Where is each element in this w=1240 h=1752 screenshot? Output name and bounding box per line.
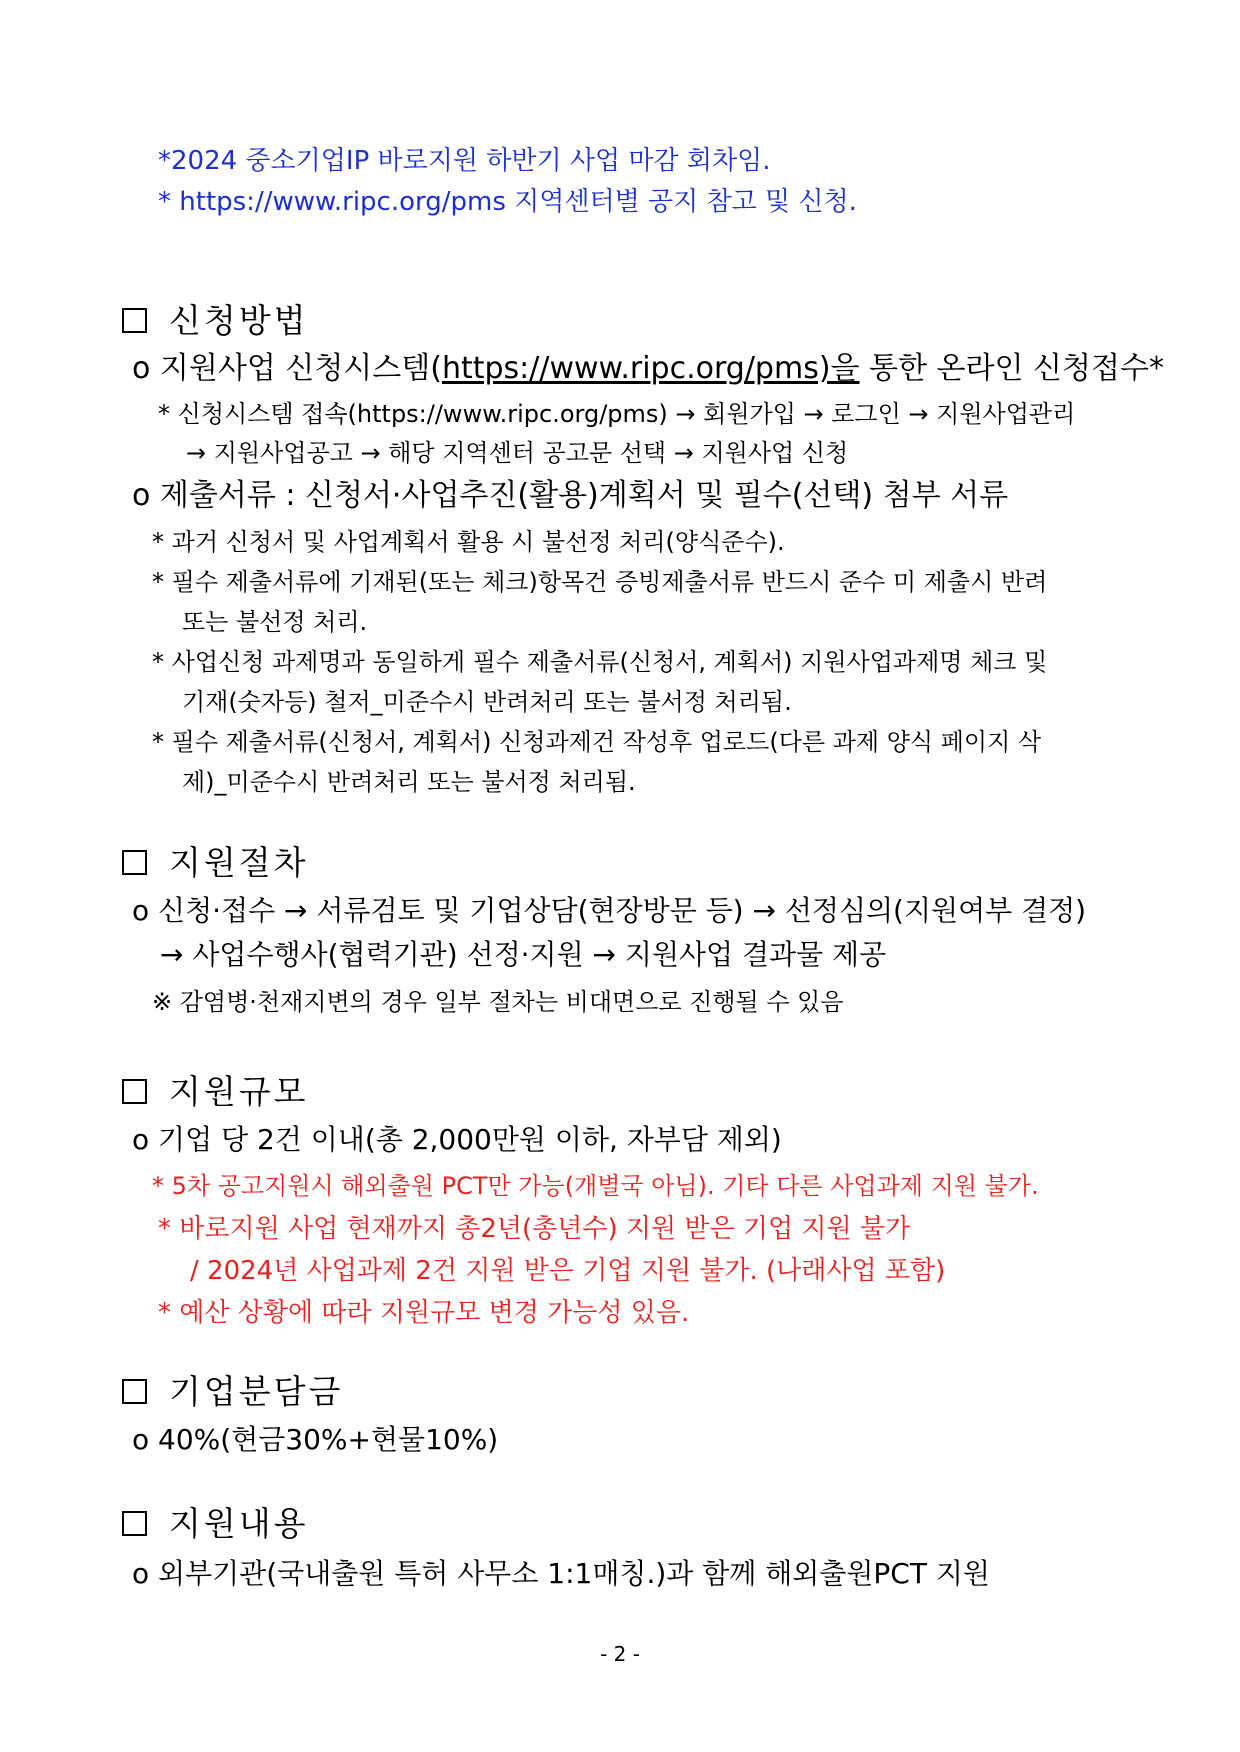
scale-note-3: * 예산 상황에 따라 지원규모 변경 가능성 있음. [158,1298,690,1328]
intro-line-1: *2024 중소기업IP 바로지원 하반기 사업 마감 회차임. [158,146,771,176]
section-title: 신청방법 [169,301,309,340]
scale-note-2-line-2: / 2024년 사업과제 2건 지원 받은 기업 지원 불가. (나래사업 포함) [190,1256,946,1286]
section-title: 지원내용 [169,1504,309,1543]
section-title: 지원규모 [169,1072,309,1111]
apply-bullet-2: o 제출서류 : 신청서·사업추진(활용)계획서 및 필수(선택) 첨부 서류 [132,478,1009,513]
section-heading-scale [122,1072,309,1111]
apply-note-4-line-1: * 사업신청 과제명과 동일하게 필수 제출서류(신청서, 계획서) 지원사업과제명 체크 및 [152,648,1048,676]
apply-note-1-line-1: * 신청시스템 접속(https://www.ripc.org/pms) → 회원가입 → 로그인 → 지원사업관리 [158,400,1076,428]
section-title: 지원절차 [169,843,309,882]
apply-note-5-line-2: 제)_미준수시 반려처리 또는 불서정 처리됨. [182,768,636,796]
scale-note-1: * 5차 공고지원시 해외출원 PCT만 가능(개별국 아님). 기타 다른 사업과제 지원 불가. [152,1172,1039,1200]
section-heading-content [122,1504,309,1543]
procedure-note-1: ※ 감염병·천재지변의 경우 일부 절차는 비대면으로 진행될 수 있음 [152,988,844,1016]
section-title: 기업분담금 [169,1372,344,1411]
content-bullet-1: o 외부기관(국내출원 특허 사무소 1:1매칭.)과 함께 해외출원PCT 지원 [132,1557,990,1590]
bullet-text: 통한 온라인 신청접수* [859,351,1164,386]
apply-note-2: * 과거 신청서 및 사업계획서 활용 시 불선정 처리(양식준수). [152,528,785,556]
apply-note-1-line-2: → 지원사업공고 → 해당 지역센터 공고문 선택 → 지원사업 신청 [186,439,849,467]
checkbox-square-icon [122,1079,147,1104]
checkbox-square-icon [122,1511,147,1536]
scale-note-2-line-1: * 바로지원 사업 현재까지 총2년(총년수) 지원 받은 기업 지원 불가 [158,1214,911,1244]
apply-note-3-line-2: 또는 불선정 처리. [182,608,368,636]
checkbox-square-icon [122,1379,147,1404]
apply-bullet-1 [132,351,1164,386]
procedure-bullet-1-line-2: → 사업수행사(협력기관) 선정·지원 → 지원사업 결과물 제공 [160,938,887,971]
scale-bullet-1: o 기업 당 2건 이내(총 2,000만원 이하, 자부담 제외) [132,1123,782,1156]
apply-note-3-line-1: * 필수 제출서류에 기재된(또는 체크)항목건 증빙제출서류 반드시 준수 미 제출시 반려 [152,568,1048,596]
checkbox-square-icon [122,308,147,333]
checkbox-square-icon [122,850,147,875]
page-number: - 2 - [600,1642,640,1666]
apply-note-4-line-2: 기재(숫자등) 철저_미준수시 반려처리 또는 불서정 처리됨. [182,688,792,716]
apply-note-5-line-1: * 필수 제출서류(신청서, 계획서) 신청과제건 작성후 업로드(다른 과제 양식 페이지 삭 [152,728,1042,756]
bullet-text: o 지원사업 신청시스템( [132,351,442,386]
procedure-bullet-1-line-1: o 신청·접수 → 서류검토 및 기업상담(현장방문 등) → 선정심의(지원여부 결정) [132,894,1087,927]
section-heading-apply [122,301,309,340]
pms-link[interactable]: https://www.ripc.org/pms)을 [441,351,860,386]
share-bullet-1: o 40%(현금30%+현물10%) [132,1423,499,1456]
section-heading-procedure [122,843,309,882]
intro-line-2: * https://www.ripc.org/pms 지역센터별 공지 참고 및 신청. [158,187,857,217]
section-heading-share [122,1372,344,1411]
